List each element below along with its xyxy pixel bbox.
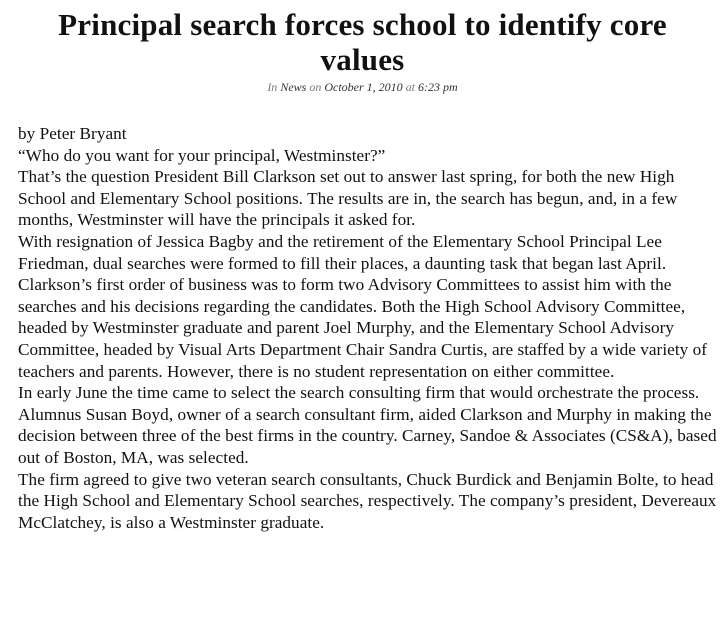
article-paragraph: With resignation of Jessica Bagby and the retirement of the Elementary School Principal Lee Friedman, dual searches were formed to fill their places, a daunting task that began last April. — [18, 231, 667, 273]
meta-date: October 1, 2010 — [324, 80, 403, 94]
article-byline: by Peter Bryant — [18, 124, 127, 143]
meta-time: 6:23 pm — [418, 80, 458, 94]
article-headline: Principal search forces school to identify core values — [58, 7, 667, 77]
meta-category-link[interactable]: News — [280, 80, 307, 94]
meta-at-label: at — [405, 80, 415, 94]
article-paragraph: Clarkson’s first order of business was to form two Advisory Committees to assist him with the searches and his decisions regarding the candidates. Both the High School Advisory Committee, headed by Westminster graduate and parent Joel Murphy, and the Elementary School Advisory Committee, headed by Visual Arts Department Chair Sandra Curtis, are staffed by a wide variety of teachers and parents. However, there is no student representation on either committee. — [18, 275, 708, 381]
meta-on-label: on — [309, 80, 322, 94]
meta-in-label: In — [267, 80, 278, 94]
article-paragraph: The firm agreed to give two veteran search consultants, Chuck Burdick and Benjamin Bolte, to head the High School and Elementary School searches, respectively. The company’s president, Devereaux McClatchey, is also a Westminster graduate. — [18, 469, 717, 532]
article-paragraph: That’s the question President Bill Clarkson set out to answer last spring, for both the new High School and Elementary School positions. The results are in, the search has begun, and, in a few months, Westminster will have the principals it asked for. — [18, 167, 678, 230]
article-paragraph: In early June the time came to select the search consulting firm that would orchestrate the process. Alumnus Susan Boyd, owner of a search consultant firm, aided Clarkson and Murphy in making the decision between three of the best firms in the country. Carney, Sandoe & Associates (CS&A), based out of Boston, MA, was selected. — [18, 383, 717, 467]
article-paragraph: “Who do you want for your principal, Westminster?” — [18, 145, 386, 165]
article-meta — [0, 79, 725, 95]
article-body — [18, 123, 723, 533]
